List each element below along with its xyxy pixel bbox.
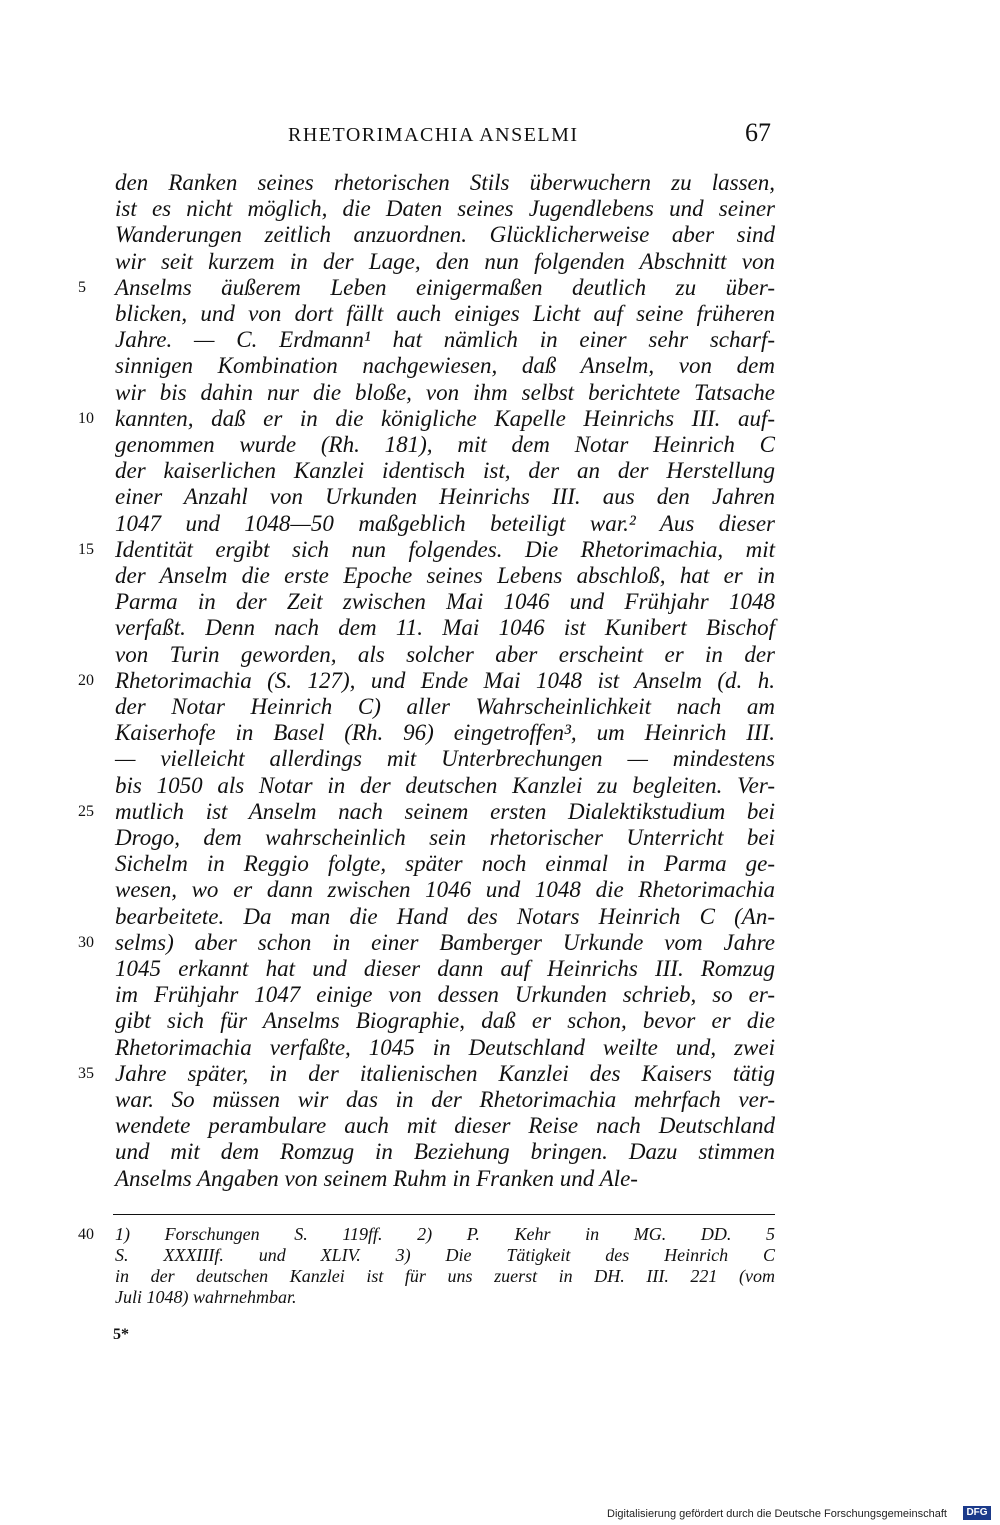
text-line: einer Anzahl von Urkunden Heinrichs III. aus den Jahren xyxy=(115,484,775,510)
text-line: Drogo, dem wahrscheinlich sein rhetorischer Unterricht bei xyxy=(115,825,775,850)
text-line: Parma in der Zeit zwischen Mai 1046 und Frühjahr 1048 xyxy=(115,589,775,615)
text-line: ist es nicht möglich, die Daten seines Jugendlebens und seiner xyxy=(115,196,775,222)
text-line: Identität ergibt sich nun folgendes. Die Rhetorimachia, mit xyxy=(115,536,775,562)
text-line: bis 1050 als Notar in der deutschen Kanzlei zu begleiten. Ver- xyxy=(115,772,775,798)
line-number: 35 xyxy=(78,1064,94,1082)
text-line: — vielleicht allerdings mit Unterbrechungen — mindestens xyxy=(115,746,775,772)
text-line: Wanderungen zeitlich anzuordnen. Glücklicherweise aber sind xyxy=(115,222,775,248)
dfg-logo: DFG xyxy=(963,1506,991,1520)
text-line: genommen wurde (Rh. 181), mit dem Notar Heinrich C xyxy=(115,432,775,457)
text-line: der kaiserlichen Kanzlei identisch ist, der an der Herstellung xyxy=(115,458,775,484)
text-line: Jahre später, in der italienischen Kanzlei des Kaisers tätig xyxy=(115,1060,775,1086)
digitization-credit: Digitalisierung gefördert durch die Deutsche Forschungsgemeinschaft xyxy=(607,1508,947,1520)
text-line: 1047 und 1048—50 maßgeblich beteiligt war.² Aus dieser xyxy=(115,510,775,536)
running-header xyxy=(0,118,1000,158)
footnote-line: in der deutschen Kanzlei ist für uns zuerst in DH. III. 221 (vom xyxy=(115,1266,775,1286)
text-line: gibt sich für Anselms Biographie, daß er schon, bevor er die xyxy=(115,1008,775,1034)
text-line: bearbeitete. Da man die Hand des Notars Heinrich C (An- xyxy=(115,903,775,929)
text-line: den Ranken seines rhetorischen Stils überwuchern zu lassen, xyxy=(115,170,775,195)
footnote-line: Juli 1048) wahrnehmbar. xyxy=(115,1287,297,1307)
text-line: selms) aber schon in einer Bamberger Urkunde vom Jahre xyxy=(115,929,775,955)
text-line: Kaiserhofe in Basel (Rh. 96) eingetroffen³, um Heinrich III. xyxy=(115,720,775,746)
text-line: sinnigen Kombination nachgewiesen, daß Anselm, von dem xyxy=(115,353,775,379)
text-line: und mit dem Romzug in Beziehung bringen. Dazu stimmen xyxy=(115,1139,775,1165)
footnote-rule xyxy=(113,1214,775,1215)
text-line: im Frühjahr 1047 einige von dessen Urkunden schrieb, so er- xyxy=(115,982,775,1008)
text-line: wendete perambulare auch mit dieser Reise nach Deutschland xyxy=(115,1113,775,1139)
text-line: Anselms äußerem Leben einigermaßen deutlich zu über- xyxy=(115,274,775,300)
text-line: 1045 erkannt hat und dieser dann auf Heinrichs III. Romzug xyxy=(115,956,775,981)
text-line: wir bis dahin nur die bloße, von ihm selbst berichtete Tatsache xyxy=(115,379,775,405)
text-line: Rhetorimachia (S. 127), und Ende Mai 1048 ist Anselm (d. h. xyxy=(115,667,775,693)
footnote-line: S. XXXIIIf. und XLIV. 3) Die Tätigkeit des Heinrich C xyxy=(115,1245,775,1265)
line-number: 15 xyxy=(78,540,94,558)
text-line: der Anselm die erste Epoche seines Lebens abschloß, hat er in xyxy=(115,563,775,588)
line-number: 5 xyxy=(78,278,86,296)
line-number: 25 xyxy=(78,802,94,820)
text-line: Anselms Angaben von seinem Ruhm in Franken und Ale- xyxy=(115,1165,638,1191)
text-line: der Notar Heinrich C) aller Wahrscheinlichkeit nach am xyxy=(115,694,775,719)
text-line: verfaßt. Denn nach dem 11. Mai 1046 ist Kunibert Bischof xyxy=(115,615,775,641)
text-line: wesen, wo er dann zwischen 1046 und 1048 die Rhetorimachia xyxy=(115,877,775,903)
line-number: 30 xyxy=(78,933,94,951)
text-line: Jahre. — C. Erdmann¹ hat nämlich in einer sehr scharf- xyxy=(115,327,775,353)
text-line: kannten, daß er in die königliche Kapelle Heinrichs III. auf- xyxy=(115,405,775,431)
footnote-line: 1) Forschungen S. 119ff. 2) P. Kehr in MG. DD. 5 xyxy=(115,1224,775,1244)
text-line: mutlich ist Anselm nach seinem ersten Dialektikstudium bei xyxy=(115,798,775,824)
line-number: 10 xyxy=(78,409,94,427)
text-line: Rhetorimachia verfaßte, 1045 in Deutschland weilte und, zwei xyxy=(115,1034,775,1060)
text-line: blicken, und von dort fällt auch einiges Licht auf seine früheren xyxy=(115,301,775,326)
text-line: war. So müssen wir das in der Rhetorimachia mehrfach ver- xyxy=(115,1087,775,1112)
text-line: von Turin geworden, als solcher aber erscheint er in der xyxy=(115,641,775,667)
running-title: RHETORIMACHIA ANSELMI xyxy=(288,124,579,146)
line-number: 20 xyxy=(78,671,94,689)
page-number: 67 xyxy=(745,118,771,147)
footnote-line-number: 40 xyxy=(78,1226,94,1243)
text-line: wir seit kurzem in der Lage, den nun folgenden Abschnitt von xyxy=(115,248,775,274)
text-line: Sichelm in Reggio folgte, später noch einmal in Parma ge- xyxy=(115,851,775,877)
signature-mark: 5* xyxy=(113,1326,129,1343)
